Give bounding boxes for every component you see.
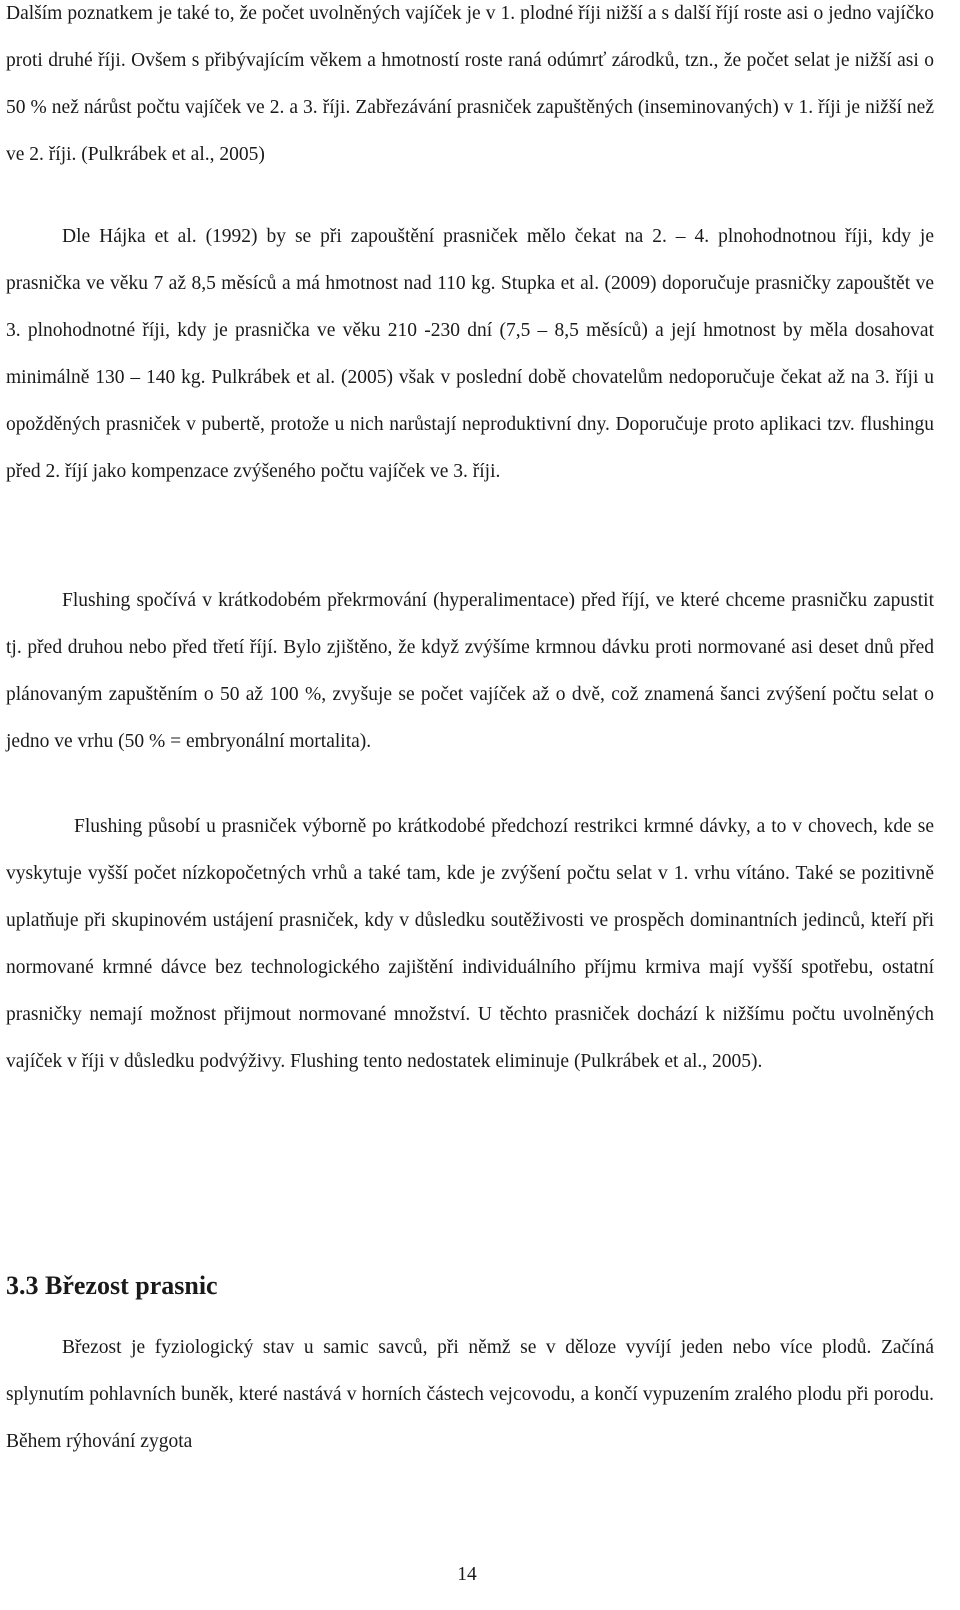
- paragraph-pregnancy-intro: Březost je fyziologický stav u samic savců, při němž se v děloze vyvíjí jeden nebo více plodů. Začíná splynutím pohlavních buněk, které nastává v horních částech vejcovodu, a končí vypuzením zralého plodu při porodu. Během rýhování zygota: [6, 1337, 934, 1452]
- paragraph-ovulation-rate: Dalším poznatkem je také to, že počet uvolněných vajíček je v 1. plodné říji nižší a s další říjí roste asi o jedno vajíčko proti druhé říji. Ovšem s přibývajícím věkem a hmotností roste raná odúmrť zárodků, tzn., že počet selat je nižší asi o 50 % než nárůst počtu vajíček ve 2. a 3. říji. Zabřezávání prasniček zapuštěných (inseminovaných) v 1. říji je nižší než ve 2. říji. (Pulkrábek et al., 2005): [6, 3, 934, 165]
- section-heading: 3.3 Březost prasnic: [6, 1271, 218, 1300]
- page-number: 14: [457, 1564, 477, 1585]
- paragraph-flushing-definition: Flushing spočívá v krátkodobém překrmování (hyperalimentace) před říjí, ve které chceme prasničku zapustit tj. před druhou nebo před třetí říjí. Bylo zjištěno, že když zvýšíme krmnou dávku proti normované asi deset dnů před plánovaným zapuštěním o 50 až 100 %, zvyšuje se počet vajíček až o dvě, což znamená šanci zvýšení počtu selat o jedno ve vrhu (50 % = embryonální mortalita).: [6, 590, 934, 752]
- paragraph-flushing-effect: Flushing působí u prasniček výborně po krátkodobé předchozí restrikci krmné dávky, a to v chovech, kde se vyskytuje vyšší počet nízkopočetných vrhů a také tam, kde je zvýšení počtu selat v 1. vrhu vítáno. Také se pozitivně uplatňuje při skupinovém ustájení prasniček, kdy v důsledku soutěživosti ve prospěch dominantních jedinců, kteří při normované krmné dávce bez technologického zajištění individuálního příjmu krmiva mají vyšší spotřebu, ostatní prasničky nemají možnost přijmout normované množství. U těchto prasniček dochází k nižšímu počtu uvolněných vajíček v říji v důsledku podvýživy. Flushing tento nedostatek eliminuje (Pulkrábek et al., 2005).: [6, 816, 934, 1072]
- paragraph-breeding-age: Dle Hájka et al. (1992) by se při zapouštění prasniček mělo čekat na 2. – 4. plnohodnotnou říji, kdy je prasnička ve věku 7 až 8,5 měsíců a má hmotnost nad 110 kg. Stupka et al. (2009) doporučuje prasničky zapouštět ve 3. plnohodnotné říji, kdy je prasnička ve věku 210 -230 dní (7,5 – 8,5 měsíců) a její hmotnost by měla dosahovat minimálně 130 – 140 kg. Pulkrábek et al. (2005) však v poslední době chovatelům nedoporučuje čekat až na 3. říji u opožděných prasniček v pubertě, protože u nich narůstají neproduktivní dny. Doporučuje proto aplikaci tzv. flushingu před 2. říjí jako kompenzace zvýšeného počtu vajíček ve 3. říji.: [6, 226, 934, 482]
